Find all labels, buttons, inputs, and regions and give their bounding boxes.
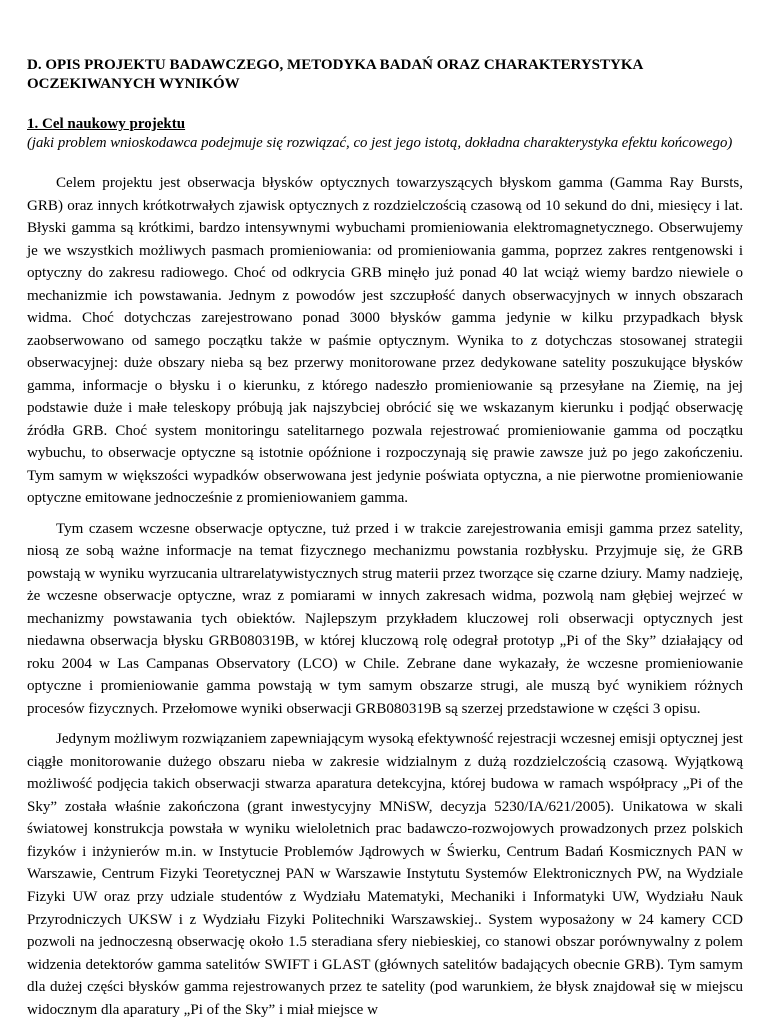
paragraph-1: Celem projektu jest obserwacja błysków optycznych towarzyszących błyskom gamma (Gamma Ray Bursts, GRB) oraz innych krótkotrwałych zjawisk optycznych z rozdzielczością czasową od 10 sekund do dni, miesięcy i lat. Błyski gamma są krótkimi, bardzo intensywnymi wybuchami promieniowania elektromagnetycznego. Obserwujemy je we wszystkich możliwych pasmach promieniowania: od promieniowania gamma, poprzez zakres rentgenowski i optyczny do zakresu radiowego. Choć od odkrycia GRB minęło już ponad 40 lat wciąż wiemy bardzo niewiele o mechanizmie ich powstawania. Jednym z powodów jest szczupłość danych obserwacyjnych w innych obszarach widma. Choć dotychczas zarejestrowano ponad 3000 błysków gamma jedynie w kilku przypadkach błysk zaobserwowano od samego początku także w paśmie optycznym. Wynika to z dotychczas stosowanej strategii obserwacyjnej: duże obszary nieba są bez przerwy monitorowane przez dedykowane satelity poszukujące błysków gamma, informacje o błysku i o kierunku, z którego nadeszło promieniowanie są przesyłane na Ziemię, na jej podstawie duże i małe teleskopy próbują jak najszybciej obrócić się we wskazanym kierunku i podjąć obserwację źródła GRB. Choć system monitoringu satelitarnego pozwala rejestrować promieniowanie gamma od początku wybuchu, to obserwacje optyczne są istotnie opóźnione i rozpoczynają się prawie zawsze już po jego zakończeniu. Tym samym w większości wypadków obserwowana jest jedynie poświata optyczna, a nie pierwotne promieniowanie optyczne emitowane jednocześnie z promieniowaniem gamma.: [27, 175, 743, 507]
section-heading: 1. Cel naukowy projektu: [27, 116, 186, 132]
section-subtitle: (jaki problem wnioskodawca podejmuje się rozwiązać, co jest jego istotą, dokładna charakterystyka efektu końcowego): [27, 135, 733, 151]
paragraph-3: Jedynym możliwym rozwiązaniem zapewniającym wysoką efektywność rejestracji wczesnej emisji optycznej jest ciągłe monitorowanie dużego obszaru nieba w zakresie widzialnym z dużą rozdzielczością czasową. Wyjątkową możliwość podjęcia takich obserwacji stwarza aparatura detekcyjna, której budowa w ramach współpracy „Pi of the Sky” została właśnie zakończona (grant inwestycyjny MNiSW, decyzja 5230/IA/621/2005). Unikatowa w skali światowej konstrukcja powstała w wyniku wieloletnich prac badawczo-rozwojowych prowadzonych przez polskich fizyków i inżynierów m.in. w Instytucie Problemów Jądrowych w Świerku, Centrum Badań Kosmicznych PAN w Warszawie, Centrum Fizyki Teoretycznej PAN w Warszawie Instytutu Systemów Elektronicznych PW, na Wydziale Fizyki UW oraz przy udziale studentów z Wydziału Matematyki, Mechaniki i Informatyki UW, Wydziału Nauk Przyrodniczych UKSW i z Wydziału Fizyki Politechniki Warszawskiej.. System wyposażony w 24 kamery CCD pozwoli na jednoczesną obserwację około 1.5 steradiana sfery niebieskiej, co stanowi obszar porównywalny z polem widzenia detektorów gamma satelitów SWIFT i GLAST (głównych satelitów badających obecnie GRB). Tym samym dla dużej części błysków gamma rejestrowanych przez te satelity (pod warunkiem, że błysk znajdował się w miejscu widocznym dla aparatury „Pi of the Sky” i miał miejsce w: [27, 731, 743, 1018]
document-title: D. OPIS PROJEKTU BADAWCZEGO, METODYKA BADAŃ ORAZ CHARAKTERYSTYKA OCZEKIWANYCH WYNIKÓW: [27, 57, 643, 92]
document-page: [27, 56, 743, 1021]
paragraph-2: Tym czasem wczesne obserwacje optyczne, tuż przed i w trakcie zarejestrowania emisji gamma przez satelity, niosą ze sobą ważne informacje na temat fizycznego mechanizmu powstania rozbłysku. Przyjmuje się, że GRB powstają w wyniku wyrzucania ultrarelatywistycznych strug materii przez tworzące się czarne dziury. Mamy nadzieję, że wczesne obserwacje optyczne, wraz z pomiarami w innych zakresach widma, pozwolą nam głębiej wejrzeć w mechanizmy powstawania tych obiektów. Najlepszym przykładem kluczowej roli obserwacji optycznych jest niedawna obserwacja błysku GRB080319B, w której kluczową rolę odegrał prototyp „Pi of the Sky” działający od roku 2004 w Las Campanas Observatory (LCO) w Chile. Zebrane dane wykazały, że wczesne promieniowanie optyczne i promieniowanie gamma powstają w tym samym obszarze strugi, ale muszą być wynikiem różnych procesów fizycznych. Przełomowe wyniki obserwacji GRB080319B są szerzej przedstawione w części 3 opisu.: [27, 520, 743, 717]
